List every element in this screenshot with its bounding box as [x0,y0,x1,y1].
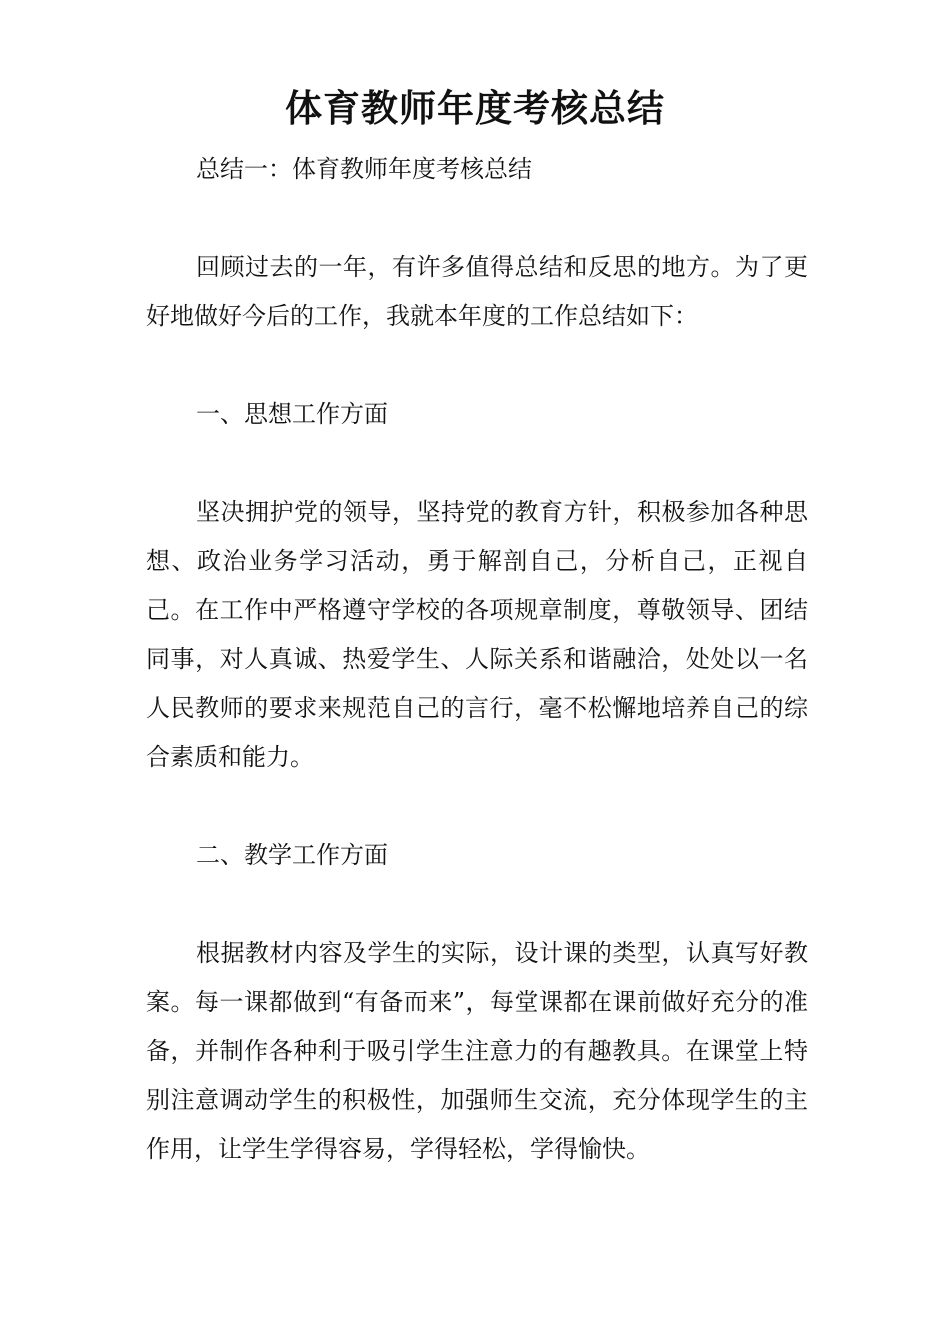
ideology-paragraph: 坚决拥护党的领导，坚持党的教育方针，积极参加各种思想、政治业务学习活动，勇于解剖自己，分析自己，正视自己。在工作中严格遵守学校的各项规章制度，尊敬领导、团结同事，对人真诚、热爱学生、人际关系和谐融洽，处处以一名人民教师的要求来规范自己的言行，毫不松懈地培养自己的综合素质和能力。 [146,498,808,771]
blank-line [146,880,808,929]
blank-line [146,194,808,243]
blank-line [146,439,808,488]
blank-line [146,782,808,831]
teaching-paragraph: 根据教材内容及学生的实际，设计课的类型，认真写好教案。每一课都做到“有备而来”，每堂课都在课前做好充分的准备，并制作各种利于吸引学生注意力的有趣教具。在课堂上特别注意调动学生的积极性，加强师生交流，充分体现学生的主作用，让学生学得容易，学得轻松，学得愉快。 [146,939,808,1163]
document-title: 体育教师年度考核总结 [285,86,665,130]
subtitle-paragraph: 总结一：体育教师年度考核总结 [196,155,532,183]
intro-paragraph: 回顾过去的一年，有许多值得总结和反思的地方。为了更好地做好今后的工作，我就本年度的工作总结如下： [146,253,808,330]
blank-line [146,341,808,390]
section-heading-teaching: 二、教学工作方面 [196,841,388,869]
document-body [146,145,808,1174]
section-heading-ideology: 一、思想工作方面 [196,400,388,428]
